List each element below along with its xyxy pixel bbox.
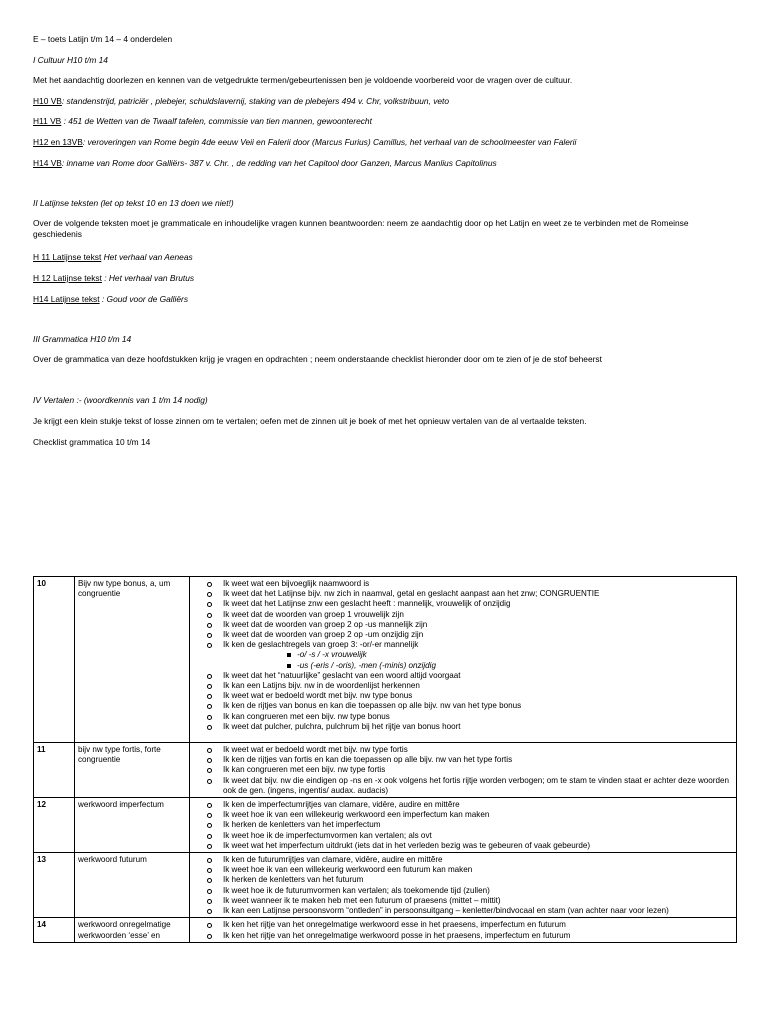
checklist-item: Ik weet wat er bedoeld wordt met bijv. nw type bonus [193, 691, 733, 701]
item-text: : veroveringen van Rome begin 4de eeuw Veii en Falerii door (Marcus Furius) Camillus, het verhaal van de schoolmeester van Falerii [82, 137, 577, 147]
checklist-cell [190, 743, 737, 798]
checklist-item: Ik weet dat het Latijnse znw een geslacht heeft : mannelijk, vrouwelijk of onzijdig [193, 599, 733, 609]
checklist-cell [190, 577, 737, 743]
checklist-item: Ik herken de kenletters van het imperfectum [193, 820, 733, 830]
chapter-topic: werkwoord futurum [75, 853, 190, 918]
checklist-item: Ik weet dat bijv. nw die eindigen op -ns en -x ook volgens het fortis rijtje worden verbogen; om te stam te vinden staat er achter deze woorden ook de gen. (ingens, ingentis/ audax. audacis) [193, 776, 733, 796]
chapter-topic: werkwoord imperfectum [75, 798, 190, 853]
checklist-item: Ik kan congrueren met een bijv. nw type bonus [193, 712, 733, 722]
section-teksten-title: II Latijnse teksten (let op tekst 10 en 13 doen we niet!) [33, 198, 234, 208]
chapter-number: 12 [34, 798, 75, 853]
item-label: H14 VB [33, 158, 62, 168]
document-heading: E – toets Latijn t/m 14 – 4 onderdelen [33, 34, 173, 44]
cultuur-item-h12-13 [33, 137, 733, 148]
checklist-item: Ik weet dat pulcher, pulchra, pulchrum bij het rijtje van bonus hoort [193, 722, 733, 732]
item-text: : Het verhaal van Brutus [101, 273, 195, 283]
section-cultuur-title: I Cultuur H10 t/m 14 [33, 55, 108, 65]
item-label: H10 VB [33, 96, 62, 106]
checklist-item: Ik ken het rijtje van het onregelmatige werkwoord esse in het praesens, imperfectum en futurum [193, 920, 733, 930]
item-text: : standenstrijd, patriciër , plebejer, schuldslavernij, staking van de plebejers 494 v. Chr, volkstribuun, veto [61, 96, 450, 106]
table-row [34, 798, 737, 853]
checklist-item: Ik weet wat het imperfectum uitdrukt (iets dat in het verleden bezig was te gebeuren of vaak gebeurde) [193, 841, 733, 851]
section-cultuur-intro: Met het aandachtig doorlezen en kennen van de vetgedrukte termen/gebeurtenissen ben je voldoende voorbereid voor de vragen over de cultuur. [33, 75, 573, 85]
table-row [34, 743, 737, 798]
checklist-title: Checklist grammatica 10 t/m 14 [33, 437, 151, 447]
item-label: H14 Latijnse tekst [33, 294, 100, 304]
table-row [34, 577, 737, 743]
teksten-item-h11 [33, 252, 733, 263]
cultuur-item-h14 [33, 158, 733, 169]
teksten-item-h12 [33, 273, 733, 284]
checklist-subitem: -o/ -s / -x vrouwelijk [193, 650, 733, 660]
checklist-item: Ik weet hoe ik de futurumvormen kan vertalen; als toekomende tijd (zullen) [193, 886, 733, 896]
checklist-item: Ik ken de futurumrijtjes van clamare, vidēre, audire en mittĕre [193, 855, 733, 865]
item-text: : 451 de Wetten van de Twaalf tafelen, commissie van tien mannen, gewoonterecht [61, 116, 372, 126]
checklist-item: Ik weet wat er bedoeld wordt met bijv. nw type fortis [193, 745, 733, 755]
chapter-number: 13 [34, 853, 75, 918]
checklist-item: Ik kan een Latijnse persoonsvorm “ontleden” in persoonsuitgang – kenletter/bindvocaal en stam (van achter naar voor lezen) [193, 906, 733, 916]
checklist-item: Ik ken de imperfectumrijtjes van clamare, vidēre, audire en mittĕre [193, 800, 733, 810]
checklist-item: Ik weet hoe ik van een willekeurig werkwoord een imperfectum kan maken [193, 810, 733, 820]
item-label: H11 VB [33, 116, 62, 126]
chapter-topic: Bijv nw type bonus, a, um congruentie [75, 577, 190, 743]
table-row [34, 918, 737, 942]
checklist-item: Ik weet dat de woorden van groep 2 op -um onzijdig zijn [193, 630, 733, 640]
checklist-item: Ik ken de geslachtregels van groep 3: -or/-er mannelijk [193, 640, 733, 650]
item-text: Het verhaal van Aeneas [101, 252, 193, 262]
checklist-cell [190, 798, 737, 853]
table-row [34, 853, 737, 918]
checklist-item: Ik ken de rijtjes van bonus en kan die toepassen op alle bijv. nw van het type bonus [193, 701, 733, 711]
item-label: H 12 Latijnse tekst [33, 273, 102, 283]
checklist-subitem: -us (-eris / -oris), -men (-minis) onzijdig [193, 661, 733, 671]
item-text: : inname van Rome door Galliërs- 387 v. Chr. , de redding van het Capitool door Ganzen, Marcus Manlius Capitolinus [61, 158, 497, 168]
grammar-checklist-table [33, 576, 737, 943]
item-label: H12 en 13VB [33, 137, 83, 147]
item-text: : Goud voor de Galliërs [99, 294, 189, 304]
checklist-item: Ik weet dat het “natuurlijke” geslacht van een woord altijd voorgaat [193, 671, 733, 681]
chapter-number: 14 [34, 918, 75, 942]
chapter-topic: bijv nw type fortis, forte congruentie [75, 743, 190, 798]
cultuur-item-h11 [33, 116, 733, 127]
checklist-cell [190, 853, 737, 918]
checklist-item: Ik herken de kenletters van het futurum [193, 875, 733, 885]
chapter-number: 11 [34, 743, 75, 798]
cultuur-item-h10 [33, 96, 733, 107]
chapter-topic: werkwoord onregelmatige werkwoorden ‘esse’ en [75, 918, 190, 942]
checklist-item: Ik ken de rijtjes van fortis en kan die toepassen op alle bijv. nw van het type fortis [193, 755, 733, 765]
checklist-item: Ik ken het rijtje van het onregelmatige werkwoord posse in het praesens, imperfectum en futurum [193, 931, 733, 941]
checklist-item: Ik weet hoe ik van een willekeurig werkwoord een futurum kan maken [193, 865, 733, 875]
section-vertalen-intro: Je krijgt een klein stukje tekst of losse zinnen om te vertalen; oefen met de zinnen uit je boek of met het opnieuw vertalen van de al vertaalde teksten. [33, 416, 587, 426]
section-vertalen-title: IV Vertalen :- (woordkennis van 1 t/m 14 nodig) [33, 395, 208, 405]
section-grammatica-intro: Over de grammatica van deze hoofdstukken krijg je vragen en opdrachten ; neem onderstaande checklist hieronder door om te zien of je de stof beheerst [33, 354, 602, 364]
checklist-item: Ik weet wanneer ik te maken heb met een futurum of praesens (mittet – mittit) [193, 896, 733, 906]
checklist-item: Ik weet dat het Latijnse bijv. nw zich in naamval, getal en geslacht aanpast aan het znw; CONGRUENTIE [193, 589, 733, 599]
section-teksten-intro: Over de volgende teksten moet je grammaticale en inhoudelijke vragen kunnen beantwoorden: neem ze aandachtig door op het Latijn en weet ze te verbinden met de Romeinse geschiedenis [33, 218, 689, 239]
item-label: H 11 Latijnse tekst [33, 252, 102, 262]
teksten-item-h14 [33, 294, 733, 305]
checklist-item: Ik weet wat een bijvoeglijk naamwoord is [193, 579, 733, 589]
checklist-item: Ik weet dat de woorden van groep 2 op -us mannelijk zijn [193, 620, 733, 630]
chapter-number: 10 [34, 577, 75, 743]
checklist-item: Ik kan een Latijns bijv. nw in de woordenlijst herkennen [193, 681, 733, 691]
checklist-cell [190, 918, 737, 942]
section-grammatica-title: III Grammatica H10 t/m 14 [33, 334, 132, 344]
checklist-item: Ik weet hoe ik de imperfectumvormen kan vertalen; als ovt [193, 831, 733, 841]
checklist-item: Ik kan congrueren met een bijv. nw type fortis [193, 765, 733, 775]
checklist-item: Ik weet dat de woorden van groep 1 vrouwelijk zijn [193, 610, 733, 620]
